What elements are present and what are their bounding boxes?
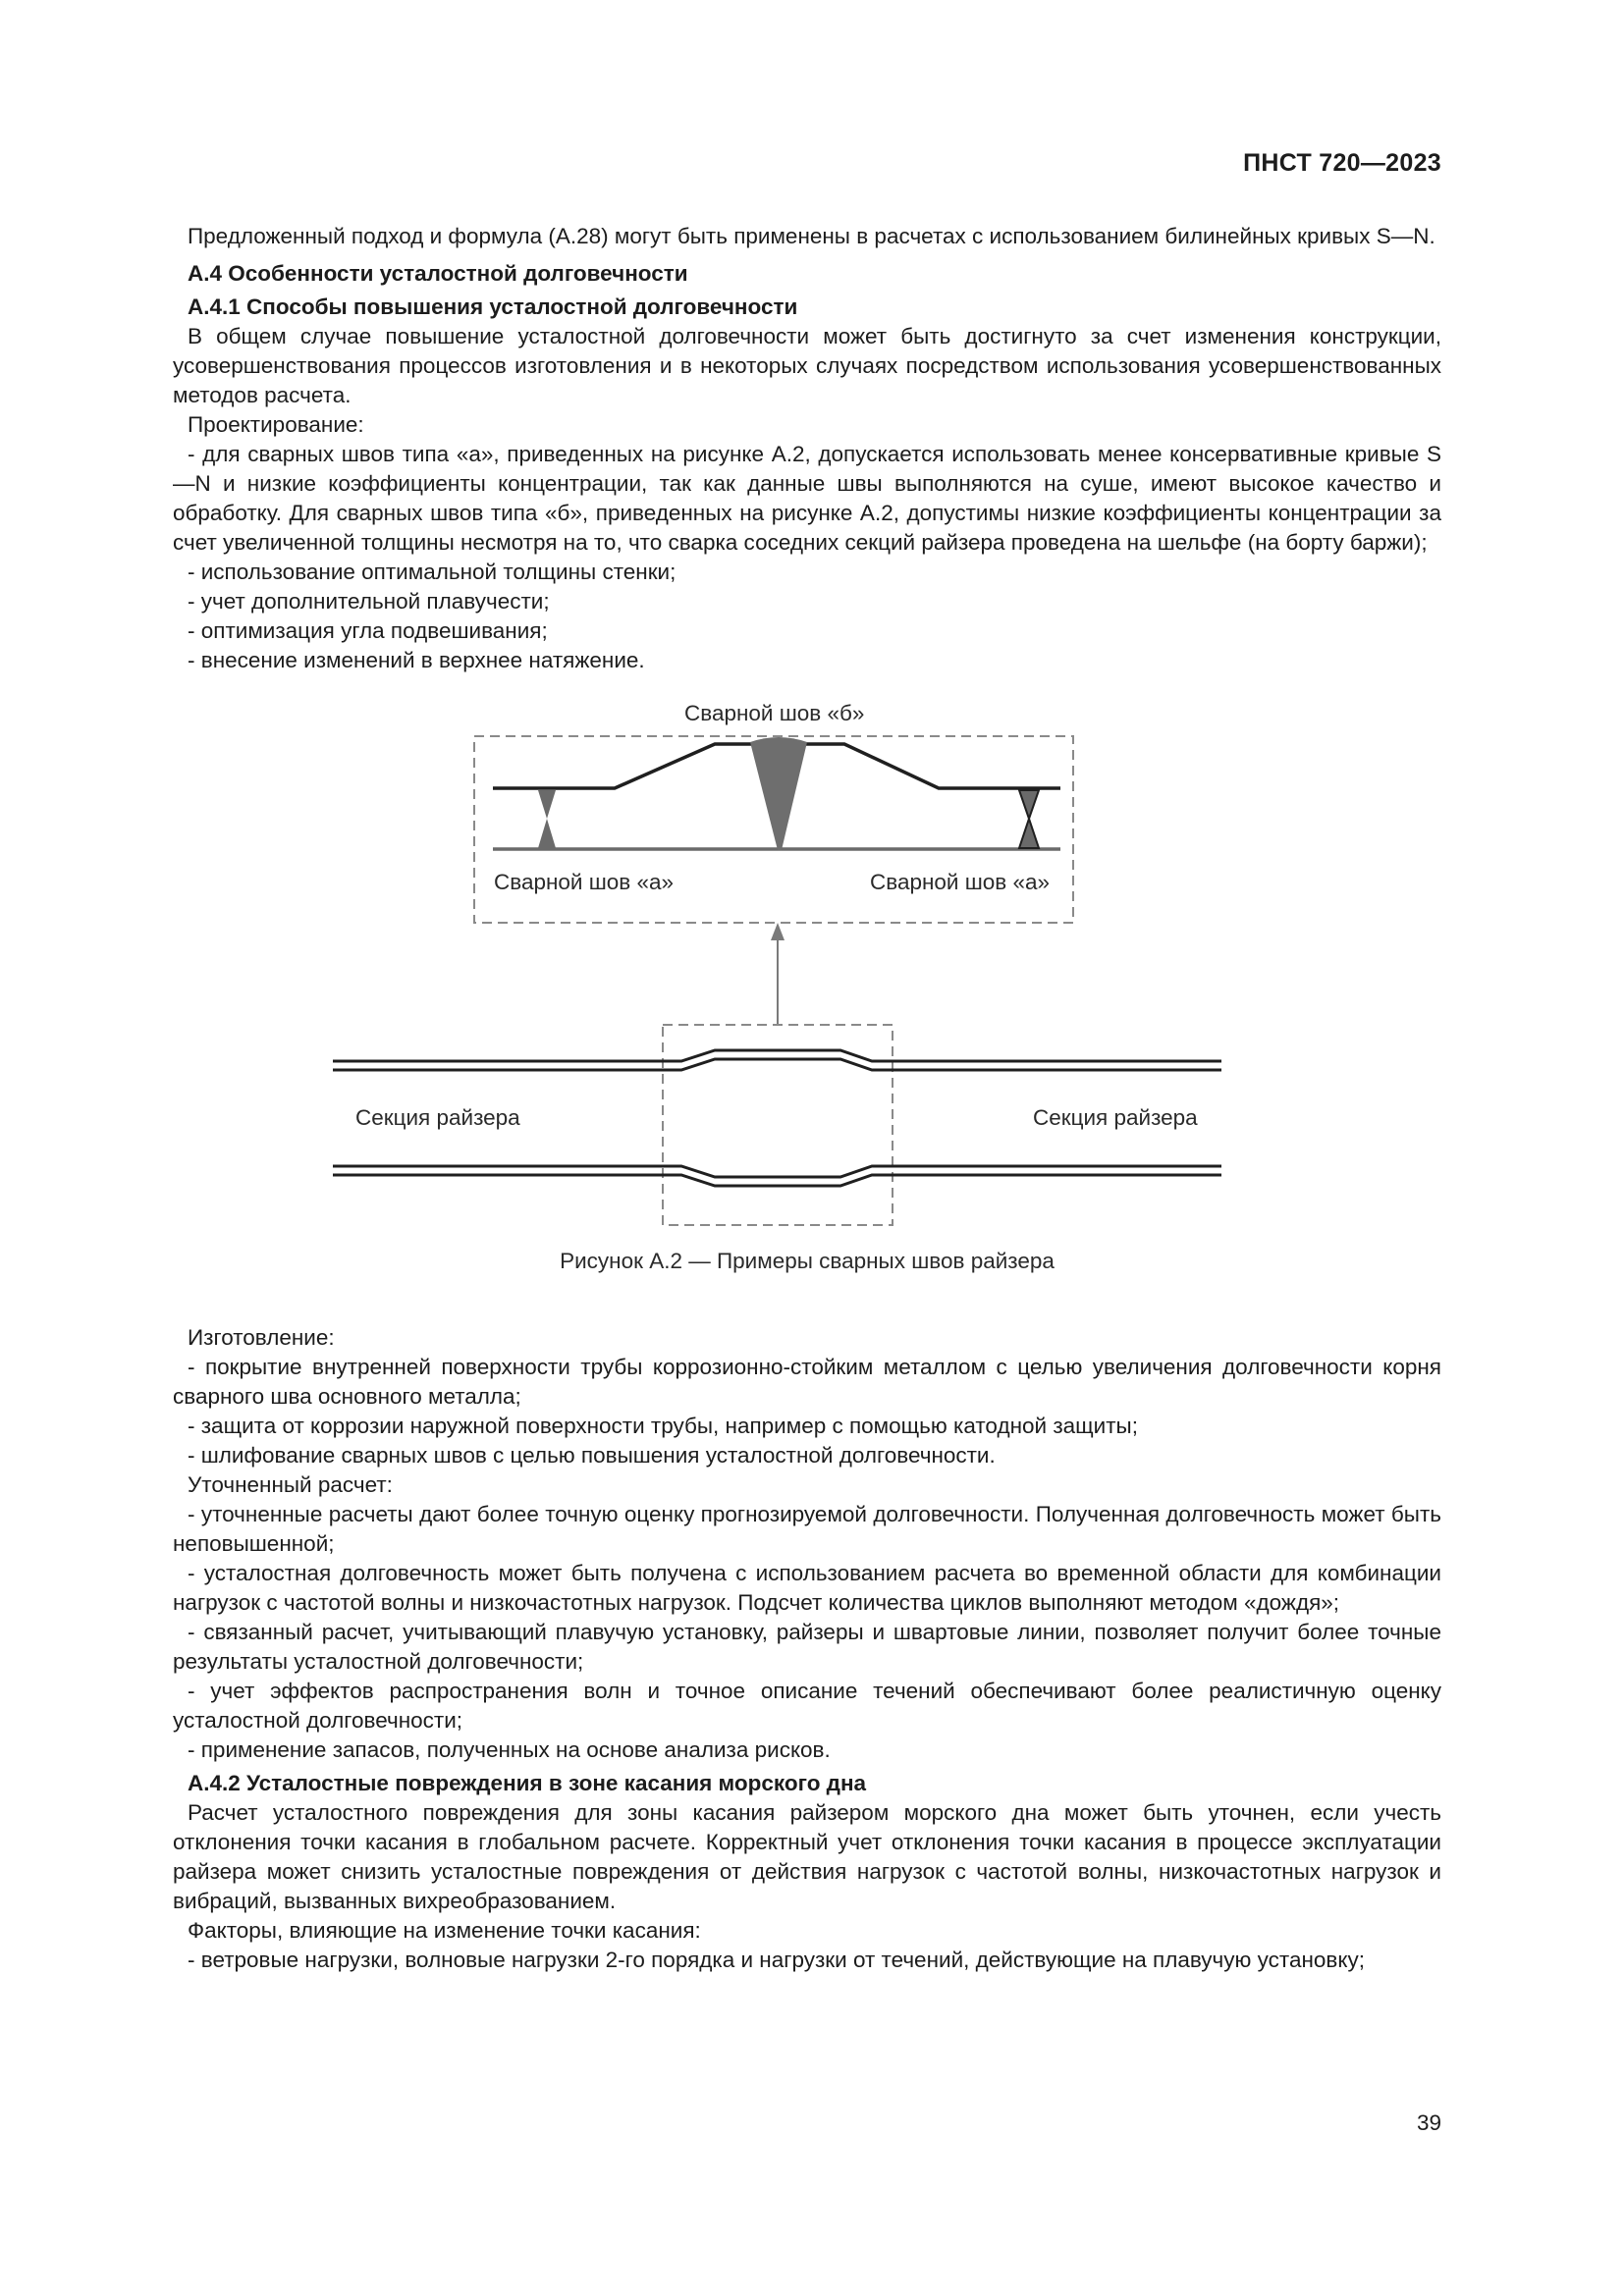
factors-label: Факторы, влияющие на изменение точки касания:	[188, 1918, 701, 1943]
section-a42-heading: А.4.2 Усталостные повреждения в зоне касания морского дна	[188, 1771, 867, 1795]
design-item: - оптимизация угла подвешивания;	[188, 618, 548, 643]
weld-a-left-top	[538, 790, 556, 819]
manufacturing-item: - покрытие внутренней поверхности трубы коррозионно-стойким металлом с целью увеличения долговечности корня сварного шва основного металла;	[173, 1355, 1441, 1409]
label-weld-a-left: Сварной шов «а»	[494, 870, 675, 894]
section-a4-heading: А.4 Особенности усталостной долговечности	[188, 261, 688, 286]
riser-weld-diagram	[173, 675, 1441, 1264]
page-content	[173, 222, 1441, 1975]
weld-b	[750, 737, 807, 850]
refined-item: - применение запасов, полученных на основе анализа рисков.	[188, 1737, 831, 1762]
page-number: 39	[1416, 2110, 1441, 2135]
design-item: - внесение изменений в верхнее натяжение.	[188, 648, 645, 672]
detail-arrow-head	[771, 923, 785, 940]
figure-caption: Рисунок А.2 — Примеры сварных швов райзера	[560, 1249, 1055, 1273]
section-a41-heading: А.4.1 Способы повышения усталостной долговечности	[188, 294, 798, 319]
refined-item: - усталостная долговечность может быть получена с использованием расчета во временной области для комбинации нагрузок с частотой волны и низкочастотных нагрузок. Подсчет количества циклов выполняют методом «дождя»;	[173, 1561, 1441, 1615]
design-item: - для сварных швов типа «а», приведенных на рисунке А.2, допускается использовать менее консервативные кривые S—N и низкие коэффициенты концентрации, так как данные швы выполняются на суше, имеют высокое качество и обработку. Для сварных швов типа «б», приведенных на рисунке А.2, допустимы низкие коэффициенты концентрации за счет увеличенной толщины несмотря на то, что сварка соседних секций райзера проведена на шельфе (на борту баржи);	[173, 442, 1441, 555]
design-item: - использование оптимальной толщины стенки;	[188, 560, 677, 584]
manufacturing-label: Изготовление:	[188, 1325, 335, 1350]
design-item: - учет дополнительной плавучести;	[188, 589, 550, 614]
section-a41-paragraph: В общем случае повышение усталостной долговечности может быть достигнуто за счет изменения конструкции, усовершенствования процессов изготовления и в некоторых случаях посредством использования усовершенствованных методов расчета.	[173, 324, 1441, 407]
label-weld-b: Сварной шов «б»	[684, 701, 865, 725]
weld-a-right-bottom	[1019, 819, 1039, 848]
refined-item: - связанный расчет, учитывающий плавучую установку, райзеры и швартовые линии, позволяет получит более точные результаты усталостной долговечности;	[173, 1620, 1441, 1674]
design-label: Проектирование:	[188, 412, 364, 437]
label-riser-section-left: Секция райзера	[355, 1105, 520, 1130]
section-a42-paragraph: Расчет усталостного повреждения для зоны касания райзером морского дна может быть уточнен, если учесть отклонения точки касания в глобальном расчете. Корректный учет отклонения точки касания в процессе эксплуатации райзера может снизить усталостные повреждения от действия нагрузок с частотой волны, низкочастотных нагрузок и вибраций, вызванных вихреобразованием.	[173, 1800, 1441, 1913]
weld-a-right-top	[1019, 790, 1039, 819]
intro-paragraph: Предложенный подход и формула (А.28) могут быть применены в расчетах с использованием билинейных кривых S—N.	[188, 224, 1435, 248]
label-riser-section-right: Секция райзера	[1033, 1105, 1198, 1130]
figure-a2	[173, 675, 1441, 1323]
label-weld-a-right: Сварной шов «а»	[870, 870, 1051, 894]
refined-item: - уточненные расчеты дают более точную оценку прогнозируемой долговечности. Полученная долговечность может быть неповышенной;	[173, 1502, 1441, 1556]
weld-a-left-bottom	[538, 819, 556, 848]
document-code: ПНСТ 720—2023	[1243, 149, 1441, 177]
refined-label: Уточненный расчет:	[188, 1472, 393, 1497]
refined-item: - учет эффектов распространения волн и точное описание течений обеспечивают более реалистичную оценку усталостной долговечности;	[173, 1679, 1441, 1733]
factors-item: - ветровые нагрузки, волновые нагрузки 2-го порядка и нагрузки от течений, действующие на плавучую установку;	[188, 1948, 1365, 1972]
manufacturing-item: - шлифование сварных швов с целью повышения усталостной долговечности.	[188, 1443, 996, 1468]
manufacturing-item: - защита от коррозии наружной поверхности трубы, например с помощью катодной защиты;	[188, 1414, 1138, 1438]
